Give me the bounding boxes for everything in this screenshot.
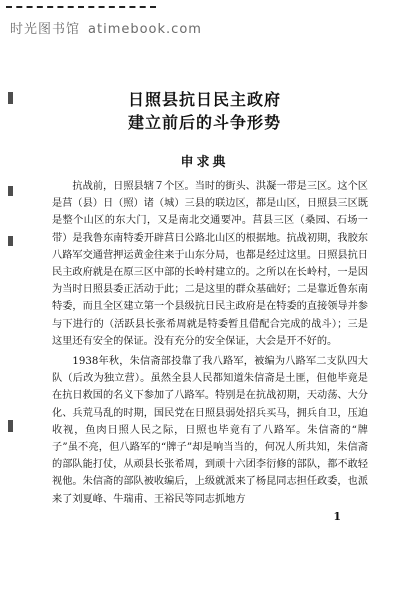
top-dashed-rule: [6, 6, 156, 8]
paragraph-1: 抗战前，日照县辖７个区。当时的街头、洪凝一带是三区。这个区是莒（县）日（照）诸（城）三县的联边区，都是山区，日照县三区既是整个山区的东大门，又是南北交通要冲。莒县三区（桑园、石场一带）是我鲁东南特委开辟莒日公路北山区的根据地。抗战初期，我胶东八路军交通营押运黄金往来于山东分局，也都是经过这里。日照县抗日民主政府就是在原三区中部的长岭村建立的。之所以在长岭村，一是因为当时日照县委正活动于此；二是这里的群众基础好；二是靠近鲁东南特委，而且全区建立第一个县级抗日民主政府是在特委的直接领导并参与下进行的（活跃县长张希周就是特委暂且借配合完成的战斗）；三是这里还有安全的保证。没有充分的安全保证，大会是开不好的。: [52, 181, 368, 347]
binding-mark: [8, 236, 13, 246]
page-number: 1: [333, 510, 341, 523]
author-name: 申求典: [180, 155, 229, 170]
article-title-line-2: 建立前后的斗争形势: [127, 113, 281, 132]
watermark-en: atimebook.com: [88, 22, 202, 37]
watermark: [10, 18, 210, 37]
watermark-cn: 时光图书馆: [10, 22, 81, 37]
article-body: [52, 178, 368, 508]
binding-mark: [8, 420, 13, 432]
article-title-line-1: 日照县抗日民主政府: [127, 90, 281, 109]
binding-mark: [8, 186, 13, 196]
paragraph-2: 1938年秋，朱信斋部投靠了我八路军，被编为八路军二支队四大队（后改为独立营）。虽然全县人民都知道朱信斋是土匪，但他毕竟是在抗日救国的名义下参加了八路军。特别是在抗战初期，天动荡、大分化、兵荒马乱的时期，国民党在日照县弱处招兵买马，拥兵自卫，压迫收视，鱼肉日照人民之际，日照也毕竟有了八路军。朱信斋的“牌子”虽不亮，但八路军的“牌子”却是响当当的，何况人所共知，朱信斋的部队能打仗，从顽县长张希周，到顽十六团李衍修的部队，都不敢轻视他。朱信斋的部队被收编后，上级就派来了杨昆同志担任政委，也派来了刘夏峰、牛瑞甫、王裕民等同志抓地方: [52, 356, 368, 505]
